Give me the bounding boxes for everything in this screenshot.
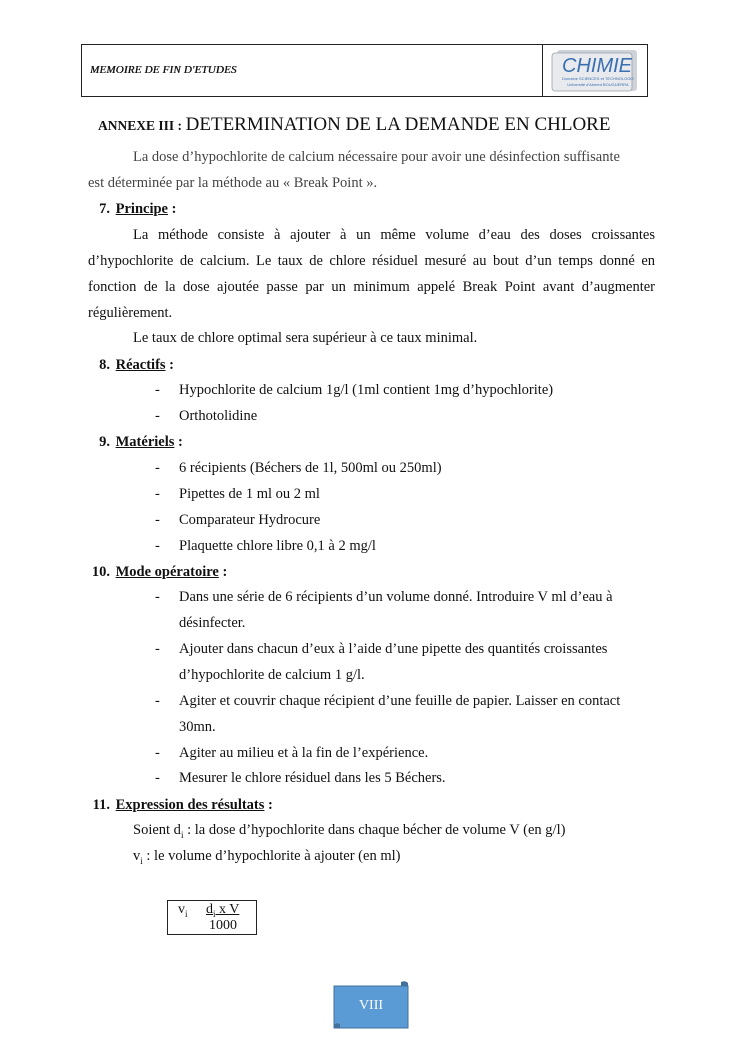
- mode-item-3-cont: 30mn.: [179, 719, 216, 735]
- principe-line-1: La méthode consiste à ajouter à un même volume d’eau des doses croissantes: [133, 227, 655, 243]
- text-segment: d: [206, 902, 213, 917]
- materiel-item: Pipettes de 1 ml ou 2 ml: [179, 486, 320, 502]
- reactif-item: Orthotolidine: [179, 408, 258, 424]
- section-colon: :: [218, 564, 228, 580]
- header-title: MEMOIRE DE FIN D'ETUDES: [90, 64, 237, 76]
- chimie-logo: [549, 48, 641, 93]
- formula-denominator: 1000: [209, 918, 237, 933]
- section-number: 8.: [99, 357, 110, 373]
- text-segment: v: [178, 902, 185, 917]
- text-segment: v: [133, 848, 141, 864]
- section-materiels: [88, 434, 183, 451]
- resultats-line-2: [133, 848, 400, 866]
- principe-line-4: régulièrement.: [88, 305, 173, 321]
- text-segment: : la dose d’hypochlorite dans chaque bécher de volume V (en g/l): [183, 822, 566, 838]
- section-colon: :: [167, 201, 177, 217]
- annexe-title: DETERMINATION DE LA DEMANDE EN CHLORE: [185, 114, 611, 135]
- section-number: 11.: [92, 797, 110, 813]
- annexe-label: ANNEXE III :: [98, 118, 183, 133]
- logo-subtitle-2: Université d'Ahmed BOUGUERRA: [567, 82, 629, 87]
- bullet-dash: -: [155, 486, 160, 502]
- mode-item-1: Dans une série de 6 récipients d’un volume donné. Introduire V ml d’eau à: [179, 589, 613, 605]
- bullet-dash: -: [155, 460, 160, 476]
- resultats-line-1: [133, 822, 565, 840]
- logo-subtitle: Domaine SCIENCES et TECHNOLOGIE: [561, 76, 635, 81]
- bullet-dash: -: [155, 589, 160, 605]
- bullet-dash: -: [155, 512, 160, 528]
- header-divider: [542, 45, 543, 96]
- principe-line-3: fonction de la dose ajoutée passe par un minimum appelé Break Point avant d’augmenter: [88, 279, 655, 295]
- materiel-item: Comparateur Hydrocure: [179, 512, 321, 528]
- page-number-tag: [333, 981, 409, 1029]
- text-segment: Soient d: [133, 822, 181, 838]
- section-expression-resultats: [88, 797, 273, 814]
- formula-box: [167, 900, 257, 935]
- section-title: Matériels: [115, 434, 175, 450]
- annexe-heading: [98, 114, 610, 136]
- reactif-item: Hypochlorite de calcium 1g/l (1ml contient 1mg d’hypochlorite): [179, 382, 554, 398]
- section-colon: :: [165, 357, 175, 373]
- section-colon: :: [264, 797, 273, 813]
- bullet-dash: -: [155, 408, 160, 424]
- bullet-dash: -: [155, 693, 160, 709]
- section-number: 7.: [99, 201, 110, 217]
- text-segment: : le volume d’hypochlorite à ajouter (en ml): [142, 848, 401, 864]
- principe-line-2: d’hypochlorite de calcium. Le taux de chlore résiduel mesuré au bout d’un temps donné en: [88, 253, 655, 269]
- subscript: i: [140, 855, 143, 866]
- section-principe: [88, 201, 176, 218]
- intro-line-1: La dose d’hypochlorite de calcium nécessaire pour avoir une désinfection suffisante: [133, 149, 620, 165]
- bullet-dash: -: [155, 382, 160, 398]
- subscript: i: [185, 908, 188, 919]
- page-number: VIII: [358, 998, 384, 1013]
- mode-item-3: Agiter et couvrir chaque récipient d’une feuille de papier. Laisser en contact: [179, 693, 621, 709]
- page-header: [81, 44, 648, 97]
- bullet-dash: -: [155, 641, 160, 657]
- section-number: 10.: [91, 564, 110, 580]
- bullet-dash: -: [155, 538, 160, 554]
- bullet-dash: -: [155, 770, 160, 786]
- mode-item-5: Mesurer le chlore résiduel dans les 5 Béchers.: [179, 770, 446, 786]
- formula-lhs: [178, 902, 188, 919]
- materiel-item: Plaquette chlore libre 0,1 à 2 mg/l: [179, 538, 376, 554]
- mode-item-2-cont: d’hypochlorite de calcium 1 g/l.: [179, 667, 365, 683]
- materiel-item: 6 récipients (Béchers de 1l, 500ml ou 250ml): [179, 460, 442, 476]
- mode-item-1-cont: désinfecter.: [179, 615, 246, 631]
- logo-text: CHIMIE: [562, 55, 632, 77]
- section-colon: :: [174, 434, 183, 450]
- principe-note: Le taux de chlore optimal sera supérieur à ce taux minimal.: [133, 330, 478, 346]
- intro-line-2: est déterminée par la méthode au « Break Point ».: [88, 175, 378, 191]
- section-title: Mode opératoire: [115, 564, 219, 580]
- section-mode-operatoire: [88, 564, 227, 581]
- subscript: i: [213, 908, 216, 919]
- section-title: Réactifs: [115, 357, 166, 373]
- bullet-dash: -: [155, 745, 160, 761]
- formula-numerator: [206, 902, 239, 919]
- subscript: i: [180, 829, 184, 840]
- section-number: 9.: [99, 434, 110, 450]
- section-title: Expression des résultats: [115, 797, 265, 813]
- chimie-logo-graphic: [549, 48, 641, 93]
- mode-item-2: Ajouter dans chacun d’eux à l’aide d’une pipette des quantités croissantes: [179, 641, 608, 657]
- section-reactifs: [88, 357, 174, 374]
- section-title: Principe: [115, 201, 168, 217]
- mode-item-4: Agiter au milieu et à la fin de l’expérience.: [179, 745, 429, 761]
- text-segment: x V: [215, 902, 240, 917]
